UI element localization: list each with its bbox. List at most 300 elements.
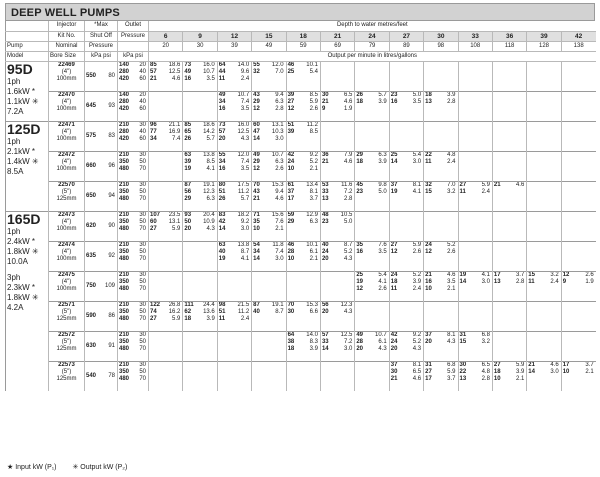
output-gallons: 8.7: [240, 248, 250, 255]
output-line: [322, 152, 353, 159]
pressure-psi: 50: [139, 368, 146, 375]
output-line: [219, 196, 250, 203]
pressure-line: [119, 332, 147, 339]
output-gallons: 2.1: [309, 165, 318, 172]
output-line: [184, 166, 215, 173]
output-litres: 14: [253, 135, 260, 142]
kit-line: (5"): [61, 368, 72, 375]
output-gallons: 3.9: [515, 368, 525, 375]
output-litres: 12: [253, 165, 260, 172]
kit-cell: [49, 121, 85, 151]
output-gallons: 10.7: [271, 151, 284, 158]
pressure-psi: 50: [139, 188, 146, 195]
output-line: [288, 189, 319, 196]
output-gallons: 4.3: [378, 345, 387, 352]
output-cell: [492, 331, 526, 361]
output-litres: 14: [218, 225, 226, 232]
output-litres: 24: [390, 338, 398, 345]
depth-metres-6: 6: [149, 31, 183, 41]
output-litres: 49: [356, 331, 364, 338]
shutoff-kpa: 630: [86, 342, 97, 349]
output-litres: 11: [425, 158, 432, 165]
output-litres: 85: [150, 61, 157, 68]
output-litres: 29: [253, 158, 260, 165]
pressure-cell: [118, 91, 149, 121]
output-gallons: 10.9: [203, 218, 215, 225]
output-cell: [355, 301, 389, 331]
output-line: [322, 189, 353, 196]
output-litres: 13: [459, 375, 467, 382]
output-gallons: 10.3: [271, 128, 284, 135]
output-line: [219, 106, 250, 113]
output-litres: 18: [356, 158, 364, 165]
output-cell: [424, 331, 458, 361]
output-line: [494, 369, 525, 376]
output-litres: 57: [218, 128, 226, 135]
output-litres: 15: [425, 188, 432, 195]
output-gallons: 6.3: [378, 151, 387, 158]
output-line: [425, 376, 456, 383]
output-cell: [355, 61, 389, 91]
output-line: [460, 339, 491, 346]
pressure-psi: 60: [139, 75, 146, 82]
output-cell: [492, 211, 526, 241]
output-line: [150, 76, 181, 83]
output-litres: 49: [184, 68, 192, 75]
output-line: [494, 182, 525, 189]
output-litres: 37: [425, 331, 432, 338]
kit-line: (4"): [61, 248, 72, 255]
output-gallons: 4.6: [172, 75, 181, 82]
pressure-line: [119, 362, 147, 369]
shutoff-pair: [86, 343, 116, 350]
output-cell: [286, 181, 320, 211]
output-line: [219, 182, 250, 189]
output-litres: 30: [459, 361, 467, 368]
output-line: [184, 219, 215, 226]
pressure-kpa: 350: [119, 248, 130, 255]
kit-line: (4"): [61, 278, 72, 285]
output-litres: 56: [321, 301, 329, 308]
output-line: [219, 166, 250, 173]
kit-line: 22471: [58, 121, 75, 128]
output-litres: 11: [218, 315, 226, 322]
output-litres: 16: [425, 278, 432, 285]
output-gallons: 8.1: [412, 181, 422, 188]
output-gallons: 2.8: [344, 195, 353, 202]
pressure-line: [119, 129, 147, 136]
output-line: [219, 302, 250, 309]
output-gallons: 7.4: [240, 98, 250, 105]
output-gallons: 23.5: [168, 211, 181, 218]
output-litres: 9: [321, 105, 326, 112]
output-gallons: 3.9: [447, 91, 456, 98]
pressure-psi: 20: [139, 61, 146, 68]
output-gallons: 3.0: [412, 158, 422, 165]
output-gallons: 12.0: [271, 61, 284, 68]
output-cell: [252, 241, 286, 271]
pressure-cell: [118, 211, 149, 241]
kit-line: (5"): [61, 338, 72, 345]
kit-line: (4"): [61, 128, 72, 135]
output-gallons: 6.1: [378, 338, 387, 345]
pressure-kpa: 480: [119, 195, 130, 202]
output-gallons: 5.0: [344, 218, 353, 225]
output-cell: [355, 181, 389, 211]
shutoff-kpa: 650: [86, 192, 97, 199]
output-gallons: 9.2: [240, 218, 250, 225]
output-line: [356, 92, 387, 99]
output-line: [150, 226, 181, 233]
pressure-kpa: 350: [119, 368, 130, 375]
output-litres: 27: [425, 368, 432, 375]
output-line: [494, 362, 525, 369]
output-line: [184, 76, 215, 83]
output-line: [322, 182, 353, 189]
pressure-psi: 30: [139, 301, 146, 308]
output-line: [322, 339, 353, 346]
output-gallons: 2.1: [447, 285, 456, 292]
output-cell: [561, 91, 595, 121]
output-litres: 15: [528, 271, 535, 278]
output-cell: [527, 241, 561, 271]
output-line: [425, 159, 456, 166]
output-gallons: 5.7: [240, 195, 250, 202]
pressure-psi: 40: [139, 68, 146, 75]
output-cell: [183, 91, 217, 121]
pressure-line: [119, 69, 147, 76]
output-line: [391, 99, 422, 106]
output-cell: [320, 301, 354, 331]
output-litres: 19: [459, 271, 467, 278]
output-gallons: 5.9: [447, 368, 456, 375]
output-line: [425, 99, 456, 106]
pressure-psi: 70: [139, 345, 146, 352]
output-litres: 64: [218, 61, 226, 68]
output-gallons: 21.5: [237, 301, 250, 308]
output-cell: [286, 211, 320, 241]
output-litres: 80: [218, 181, 226, 188]
output-litres: 12: [253, 105, 260, 112]
model-spec: 2.4kW *: [7, 236, 36, 246]
output-litres: 96: [150, 121, 157, 128]
output-line: [219, 69, 250, 76]
output-line: [460, 279, 491, 286]
pressure-kpa: 210: [119, 151, 130, 158]
output-cell: [320, 241, 354, 271]
output-litres: 24: [287, 158, 295, 165]
output-line: [288, 196, 319, 203]
output-cell: [389, 211, 423, 241]
kit-cell: [49, 91, 85, 121]
output-cell: [424, 121, 458, 151]
output-cell: [149, 151, 183, 181]
output-litres: 14: [459, 278, 467, 285]
output-cell: [355, 241, 389, 271]
output-cell: [286, 361, 320, 391]
output-line: [288, 62, 319, 69]
output-gallons: 4.6: [550, 361, 559, 368]
pressure-line: [119, 242, 147, 249]
output-line: [356, 249, 387, 256]
pump-row: [6, 91, 596, 121]
output-line: [356, 99, 387, 106]
output-litres: 11: [390, 285, 398, 292]
output-litres: 42: [390, 331, 398, 338]
output-cell: [458, 271, 492, 301]
output-gallons: 8.5: [309, 128, 318, 135]
output-cell: [320, 361, 354, 391]
output-litres: 12: [425, 248, 432, 255]
output-line: [356, 332, 387, 339]
depth-feet-138: 138: [561, 41, 595, 51]
output-line: [391, 339, 422, 346]
output-line: [219, 212, 250, 219]
output-gallons: 3.0: [240, 225, 250, 232]
depth-feet-59: 59: [286, 41, 320, 51]
output-line: [253, 242, 284, 249]
pressure-kpa: 480: [119, 375, 130, 382]
pressure-psi: 20: [139, 91, 146, 98]
output-litres: 55: [253, 61, 260, 68]
pressure-kpa: 350: [119, 338, 130, 345]
output-litres: 28: [287, 248, 295, 255]
output-gallons: 3.7: [309, 195, 318, 202]
output-gallons: 13.4: [306, 181, 318, 188]
legend-input: ★ Input kW (P₁): [7, 464, 57, 471]
output-gallons: 5.2: [344, 248, 353, 255]
shutoff-cell: [85, 181, 118, 211]
shutoff-pair: [86, 373, 116, 380]
output-gallons: 5.2: [412, 338, 422, 345]
header-row-metres: [6, 31, 596, 41]
pressure-cell: [118, 181, 149, 211]
output-line: [494, 376, 525, 383]
output-line: [288, 219, 319, 226]
output-gallons: 1.9: [344, 105, 353, 112]
output-litres: 50: [184, 218, 192, 225]
pressure-line: [119, 62, 147, 69]
output-gallons: 5.9: [172, 315, 181, 322]
output-cell: [527, 361, 561, 391]
hdr-output-caption: Output per minute in litres/gallons: [149, 51, 596, 61]
output-gallons: 4.3: [240, 135, 250, 142]
pressure-line: [119, 256, 147, 263]
pressure-kpa: 210: [119, 271, 130, 278]
output-gallons: 4.6: [515, 181, 525, 188]
output-litres: 14: [253, 255, 260, 262]
output-line: [528, 272, 559, 279]
output-line: [528, 369, 559, 376]
output-cell: [458, 301, 492, 331]
pressure-line: [119, 122, 147, 129]
kit-line: 22572: [58, 331, 75, 338]
output-gallons: 8.7: [344, 241, 353, 248]
output-line: [563, 279, 595, 286]
output-line: [219, 242, 250, 249]
depth-metres-15: 15: [252, 31, 286, 41]
output-line: [425, 286, 456, 293]
kit-line: 125mm: [56, 195, 77, 202]
output-litres: 85: [184, 121, 192, 128]
output-cell: [252, 301, 286, 331]
pressure-cell: [118, 121, 149, 151]
output-gallons: 12.5: [237, 128, 250, 135]
model-spec: 1ph: [7, 76, 21, 86]
output-line: [391, 362, 422, 369]
output-line: [391, 376, 422, 383]
depth-metres-39: 39: [527, 31, 561, 41]
output-gallons: 5.9: [309, 98, 318, 105]
output-gallons: 9.4: [275, 91, 284, 98]
output-gallons: 3.7: [585, 361, 594, 368]
depth-feet-108: 108: [458, 41, 492, 51]
output-gallons: 3.9: [206, 315, 215, 322]
output-cell: [561, 241, 595, 271]
pressure-line: [119, 166, 147, 173]
output-gallons: 3.7: [447, 375, 456, 382]
output-cell: [492, 61, 526, 91]
output-litres: 32: [425, 181, 432, 188]
output-cell: [389, 181, 423, 211]
output-line: [288, 346, 319, 353]
output-cell: [527, 271, 561, 301]
header-row-1: [6, 21, 596, 31]
output-line: [150, 212, 181, 219]
output-litres: 20: [425, 338, 432, 345]
output-line: [425, 242, 456, 249]
model-name: 125D: [7, 121, 41, 137]
pressure-psi: 70: [139, 255, 146, 262]
model-spec: 4.2A: [7, 302, 24, 312]
output-litres: 111: [184, 301, 194, 308]
output-gallons: 5.7: [378, 91, 387, 98]
output-litres: 48: [321, 211, 329, 218]
depth-metres-27: 27: [389, 31, 423, 41]
output-litres: 57: [150, 68, 157, 75]
output-gallons: 8.7: [275, 308, 284, 315]
output-gallons: 4.1: [481, 271, 490, 278]
output-gallons: 5.7: [206, 135, 215, 142]
output-litres: 34: [218, 158, 226, 165]
output-line: [322, 242, 353, 249]
output-line: [184, 226, 215, 233]
output-litres: 39: [287, 128, 295, 135]
output-litres: 87: [253, 301, 260, 308]
output-litres: 26: [356, 91, 364, 98]
output-gallons: 7.4: [275, 248, 284, 255]
output-gallons: 19.1: [271, 301, 284, 308]
output-litres: 12: [562, 271, 570, 278]
kit-line: (4"): [61, 68, 72, 75]
output-line: [253, 99, 284, 106]
output-litres: 34: [253, 248, 260, 255]
output-line: [184, 316, 215, 323]
output-gallons: 5.2: [447, 241, 456, 248]
output-cell: [320, 211, 354, 241]
shutoff-psi: 83: [108, 132, 115, 139]
output-cell: [320, 61, 354, 91]
output-cell: [492, 361, 526, 391]
output-gallons: 12.0: [237, 151, 250, 158]
output-line: [391, 242, 422, 249]
hdr-depth-caption: Depth to water metres/feet: [149, 21, 596, 31]
output-line: [219, 316, 250, 323]
output-litres: 28: [356, 338, 364, 345]
output-line: [288, 242, 319, 249]
output-cell: [424, 271, 458, 301]
hdr-outlet: Outlet: [118, 21, 149, 31]
output-litres: 24: [425, 241, 432, 248]
output-cell: [286, 121, 320, 151]
output-litres: 37: [390, 181, 398, 188]
model-spec: 1ph: [7, 136, 21, 146]
output-line: [425, 362, 456, 369]
output-line: [425, 189, 456, 196]
kit-cell: [49, 151, 85, 181]
output-gallons: 3.5: [240, 105, 250, 112]
depth-feet-20: 20: [149, 41, 183, 51]
depth-metres-33: 33: [458, 31, 492, 41]
pressure-psi: 30: [139, 181, 146, 188]
kit-line: 22472: [58, 151, 75, 158]
output-gallons: 2.4: [240, 75, 250, 82]
output-line: [425, 279, 456, 286]
output-litres: 40: [321, 241, 329, 248]
output-gallons: 4.3: [412, 345, 422, 352]
output-litres: 18: [287, 345, 295, 352]
output-cell: [183, 61, 217, 91]
pressure-kpa: 480: [119, 255, 130, 262]
output-litres: 24: [321, 248, 329, 255]
output-cell: [458, 121, 492, 151]
output-gallons: 3.0: [275, 255, 284, 262]
pump-row: [6, 331, 596, 361]
shutoff-psi: 109: [104, 282, 115, 289]
output-gallons: 18.2: [237, 211, 250, 218]
output-line: [219, 219, 250, 226]
output-line: [219, 129, 250, 136]
output-litres: 11: [459, 188, 466, 195]
output-litres: 20: [390, 345, 398, 352]
output-gallons: 6.8: [481, 331, 490, 338]
output-line: [253, 249, 284, 256]
output-cell: [252, 121, 286, 151]
pump-row: [6, 61, 596, 91]
model-spec: 1ph: [7, 226, 21, 236]
output-litres: 10: [287, 255, 295, 262]
model-spec: 1.8kW ✳: [7, 246, 39, 256]
model-spec: 1.4kW ✳: [7, 156, 39, 166]
output-gallons: 13.8: [237, 241, 250, 248]
pump-row: [6, 241, 596, 271]
pressure-line: [119, 302, 147, 309]
output-gallons: 14.0: [237, 61, 250, 68]
output-cell: [424, 151, 458, 181]
output-cell: [252, 361, 286, 391]
output-litres: 30: [321, 91, 329, 98]
output-cell: [458, 361, 492, 391]
output-cell: [355, 361, 389, 391]
output-cell: [527, 121, 561, 151]
output-line: [184, 122, 215, 129]
shutoff-psi: 86: [108, 312, 115, 319]
output-gallons: 4.3: [344, 255, 353, 262]
output-gallons: 19.1: [203, 181, 215, 188]
output-litres: 87: [184, 181, 192, 188]
output-litres: 22: [459, 368, 467, 375]
output-gallons: 2.6: [447, 248, 456, 255]
